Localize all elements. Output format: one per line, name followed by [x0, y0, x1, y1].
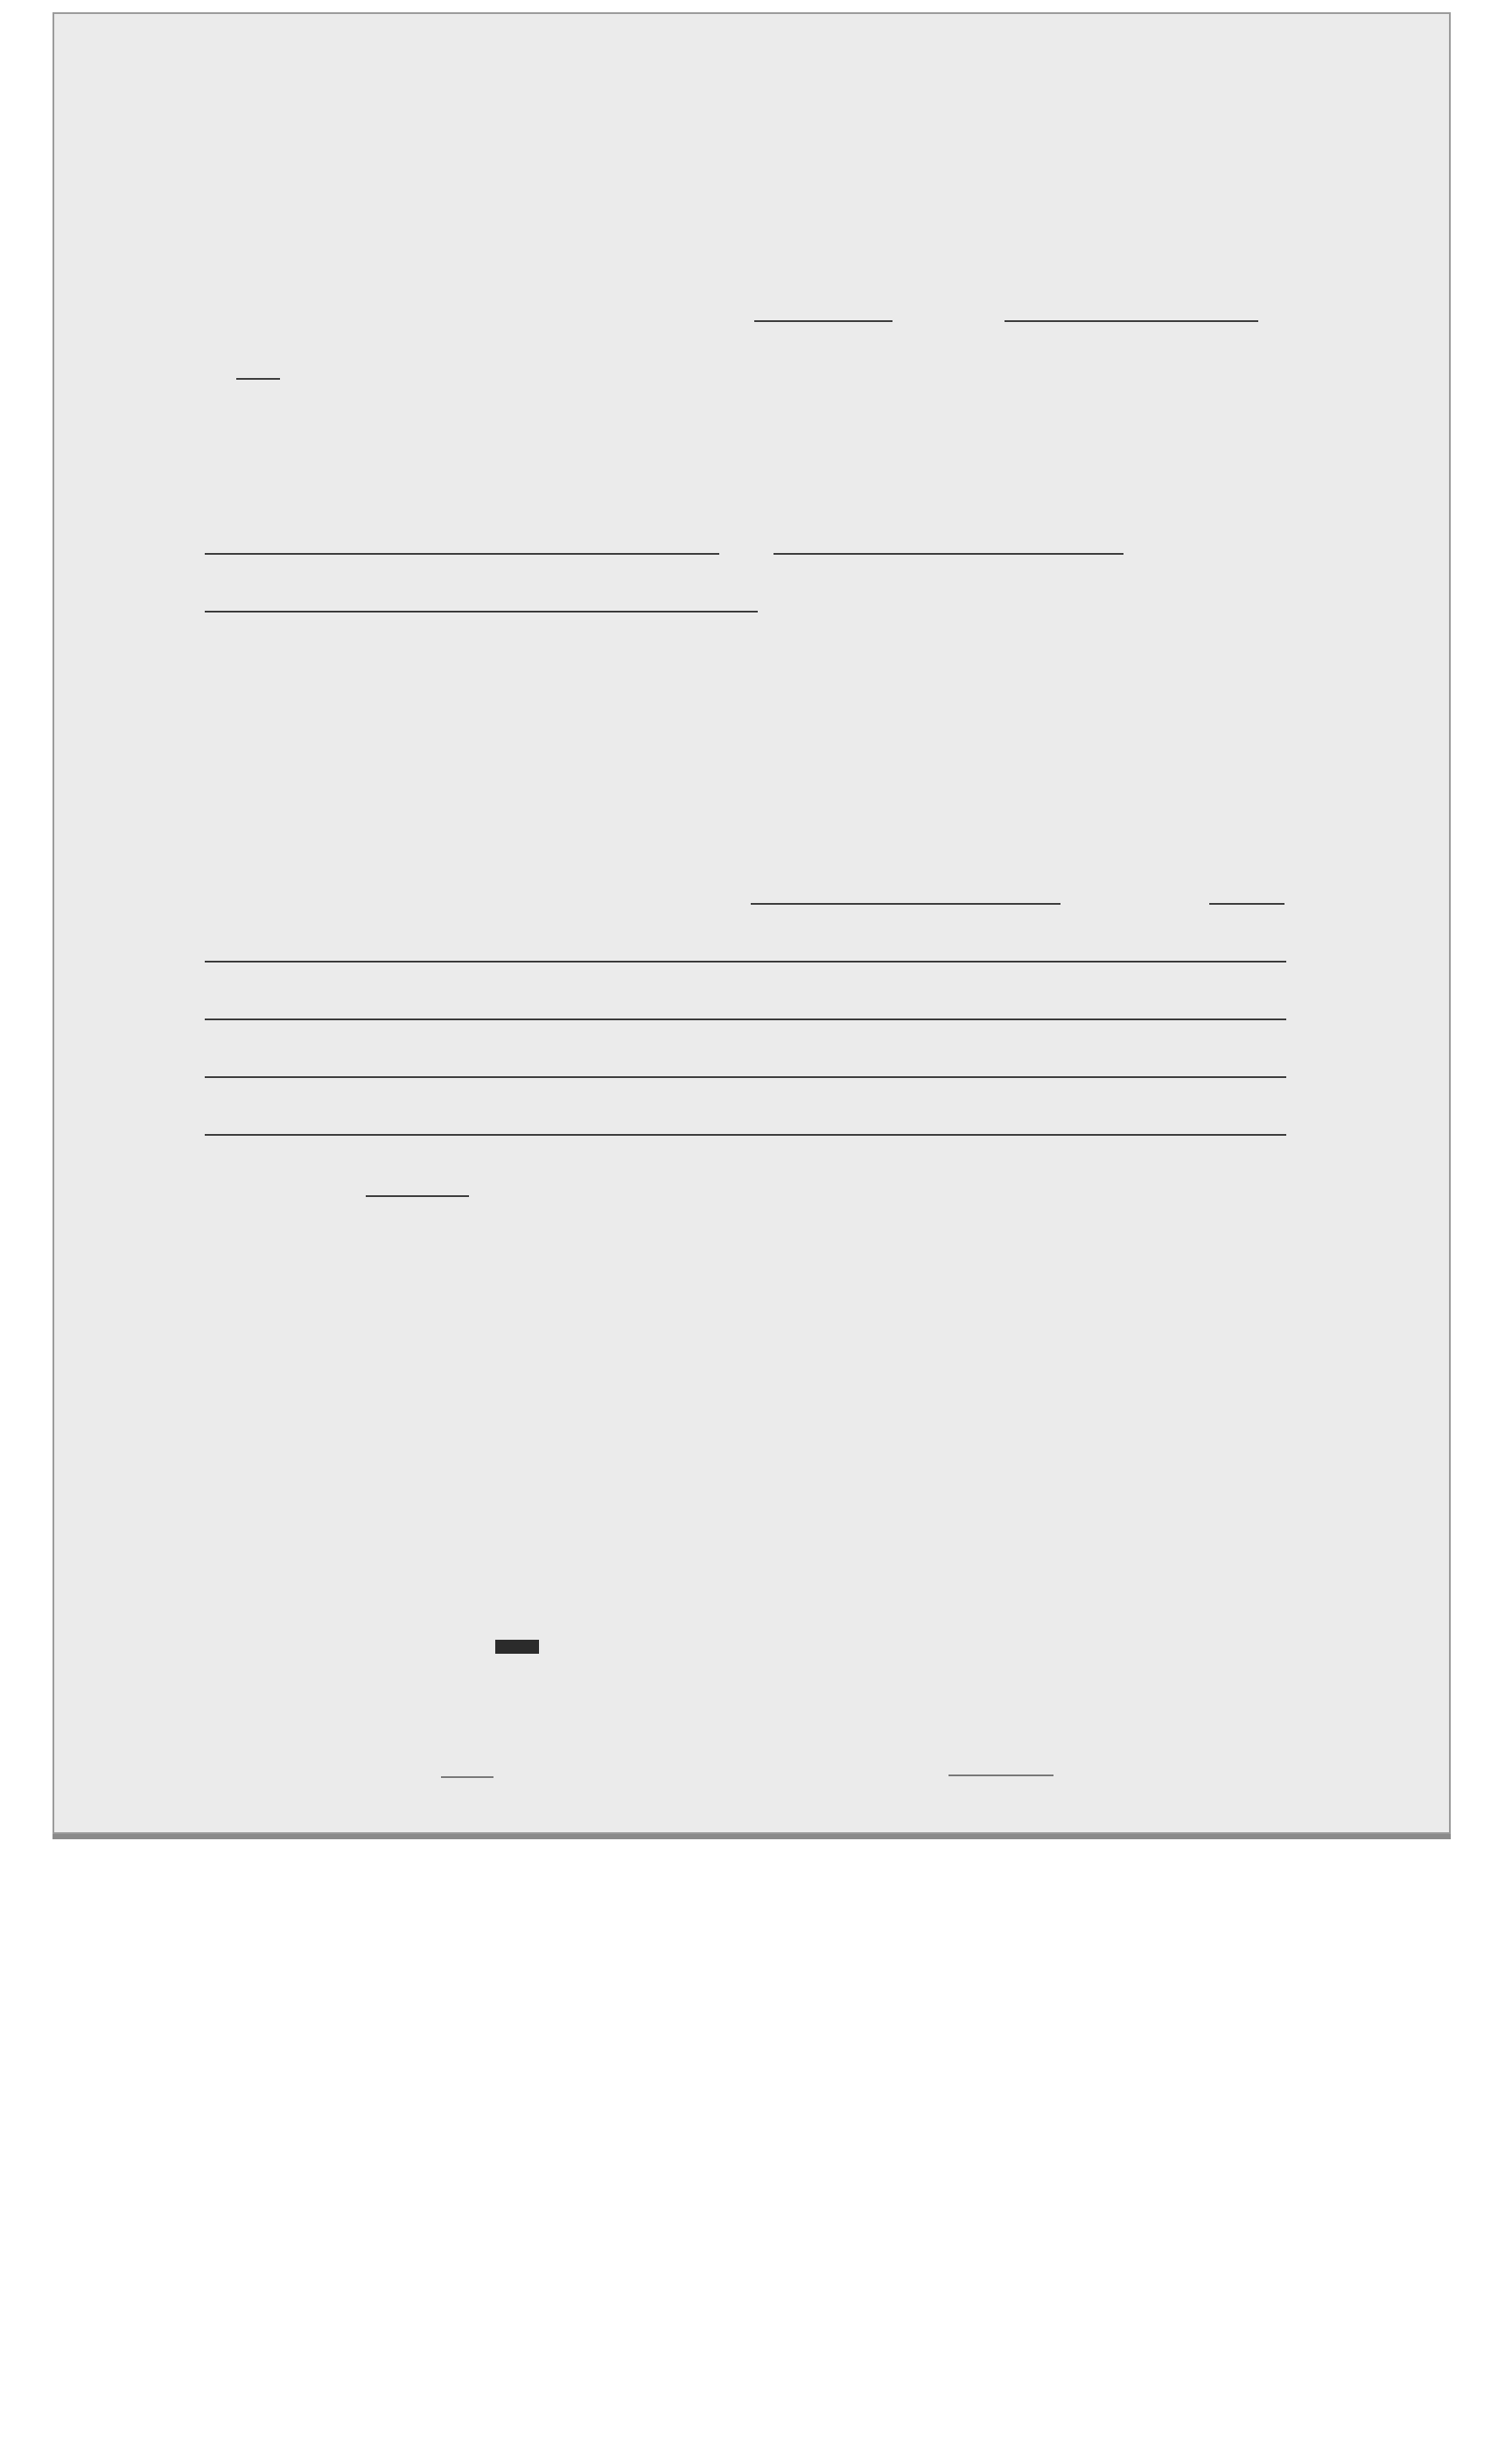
blank-party-address	[205, 553, 719, 555]
blank-city	[774, 553, 1124, 555]
blank-acres	[366, 1195, 469, 1197]
page-edge-shadow	[52, 1834, 1451, 1839]
blank-tract-2	[205, 1018, 1286, 1020]
stray-mark	[948, 1774, 1054, 1776]
document-page	[52, 12, 1451, 1834]
blank-tract-4	[205, 1134, 1286, 1136]
inked-out-word	[495, 1640, 539, 1654]
blank-day	[754, 320, 892, 322]
blank-year	[236, 378, 280, 380]
blank-tract-3	[205, 1076, 1286, 1078]
stray-mark	[441, 1776, 494, 1778]
blank-tract-1	[205, 961, 1286, 962]
blank-month	[1004, 320, 1258, 322]
blank-to-wit	[1209, 903, 1284, 905]
blank-territory	[751, 903, 1060, 905]
blank-state	[205, 611, 758, 612]
